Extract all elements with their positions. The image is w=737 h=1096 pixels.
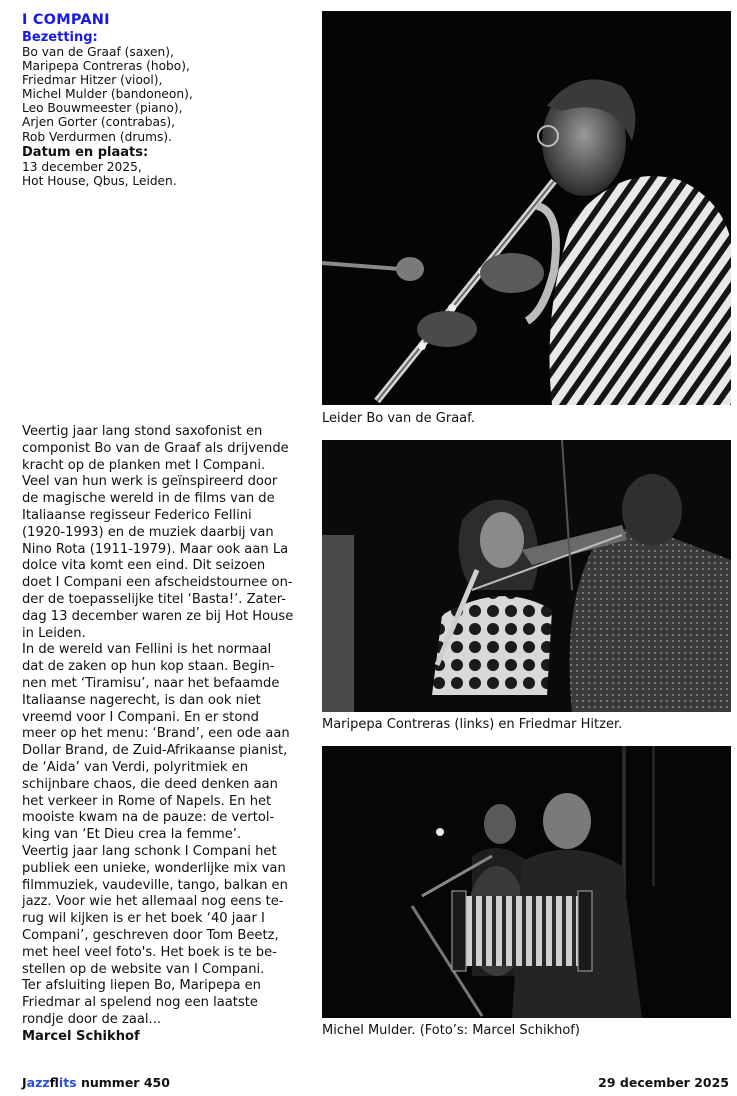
lineup-item: Arjen Gorter (contrabas),	[22, 115, 175, 130]
article-line: dat de zaken op hun kop staan. Begin-	[22, 659, 275, 675]
issue-number: nummer 450	[76, 1075, 170, 1090]
photo2-caption: Maripepa Contreras (links) en Friedmar Hitzer.	[322, 717, 623, 732]
article-line: mooiste kwam na de pauze: de vertol-	[22, 810, 275, 826]
article-line: jazz. Voor wie het allemaal nog eens te-	[22, 894, 284, 910]
brand-azz: azz	[26, 1075, 50, 1090]
photo-bo-van-de-graaf	[322, 11, 731, 405]
brand-lits: lits	[58, 1075, 77, 1090]
article-line: de magische wereld in de films van de	[22, 491, 275, 507]
photo1-caption: Leider Bo van de Graaf.	[322, 411, 475, 426]
lineup-label: Bezetting:	[22, 30, 98, 45]
article-line: dolce vita komt een eind. Dit seizoen	[22, 558, 266, 574]
article-line: Nino Rota (1911-1979). Maar ook aan La	[22, 541, 289, 557]
article-line: meer op het menu: ‘Brand’, een ode aan	[22, 726, 290, 742]
footer-date: 29 december 2025	[598, 1075, 729, 1090]
place-line: Hot House, Qbus, Leiden.	[22, 174, 177, 189]
article-line: king van ‘Et Dieu crea la femme’.	[22, 827, 242, 843]
article-line: rug wil kijken is er het boek ‘40 jaar I	[22, 911, 265, 927]
article-line: kracht op de planken met I Compani.	[22, 457, 266, 473]
lineup-item: Michel Mulder (bandoneon),	[22, 87, 193, 102]
lineup-item: Leo Bouwmeester (piano),	[22, 101, 183, 116]
article-line: der de toepasselijke titel ‘Basta!’. Zater-	[22, 591, 287, 607]
article-line: het verkeer in Rome of Napels. En het	[22, 793, 272, 809]
photo3-caption: Michel Mulder. (Foto’s: Marcel Schikhof)	[322, 1023, 580, 1038]
article-line: rondje door de zaal...	[22, 1011, 162, 1027]
article-line: Italiaanse regisseur Federico Fellini	[22, 507, 252, 523]
article-body	[22, 424, 292, 1045]
article-line: Ter afsluiting liepen Bo, Maripepa en	[22, 978, 261, 994]
lineup-list	[22, 45, 193, 144]
article-line: met heel veel foto's. Het boek is te be-	[22, 944, 277, 960]
article-line: Friedmar al spelend nog een laatste	[22, 995, 258, 1011]
lineup-item: Bo van de Graaf (saxen),	[22, 45, 174, 59]
article-line: Veertig jaar lang schonk I Compani het	[22, 843, 277, 859]
brand-j: J	[22, 1075, 27, 1090]
article-line: componist Bo van de Graaf als drijvende	[22, 440, 289, 456]
photo-contreras-hitzer	[322, 440, 731, 712]
article-line: publiek een unieke, wonderlijke mix van	[22, 860, 286, 876]
lineup-item: Maripepa Contreras (hobo),	[22, 59, 190, 74]
date-line: 13 december 2025,	[22, 160, 142, 174]
footer-issue	[22, 1075, 170, 1090]
date-place	[22, 160, 177, 188]
author-name: Marcel Schikhof	[22, 1028, 140, 1044]
article-line: Dollar Brand, de Zuid-Afrikaanse pianist,	[22, 743, 288, 759]
article-line: Veel van hun werk is geïnspireerd door	[22, 474, 278, 490]
article-line: Compani’, geschreven door Tom Beetz,	[22, 927, 279, 943]
article-title: I COMPANI	[22, 12, 110, 28]
article-line: nen met ‘Tiramisu’, naar het befaamde	[22, 675, 280, 691]
article-line: (1920-1993) en de muziek daarbij van	[22, 524, 274, 540]
article-line: In de wereld van Fellini is het normaal	[22, 642, 272, 658]
article-line: stellen op de website van I Compani.	[22, 961, 265, 977]
article-line: vreemd voor I Compani. En er stond	[22, 709, 259, 725]
article-line: doet I Compani een afscheidstournee on-	[22, 575, 293, 591]
article-line: Veertig jaar lang stond saxofonist en	[22, 424, 263, 439]
article-line: schijnbare chaos, die deed denken aan	[22, 776, 278, 792]
lineup-item: Friedmar Hitzer (viool),	[22, 73, 163, 88]
article-line: de ‘Aida’ van Verdi, polyritmiek en	[22, 759, 249, 775]
article-line: Italiaanse nagerecht, is dan ook niet	[22, 692, 261, 708]
photo-michel-mulder	[322, 746, 731, 1018]
brand-f: f	[49, 1075, 59, 1090]
article-line: filmmuziek, vaudeville, tango, balkan en	[22, 877, 288, 893]
lineup-item: Rob Verdurmen (drums).	[22, 129, 172, 144]
article-line: dag 13 december waren ze bij Hot House	[22, 608, 294, 624]
article-line: in Leiden.	[22, 625, 86, 641]
date-label: Datum en plaats:	[22, 145, 149, 160]
